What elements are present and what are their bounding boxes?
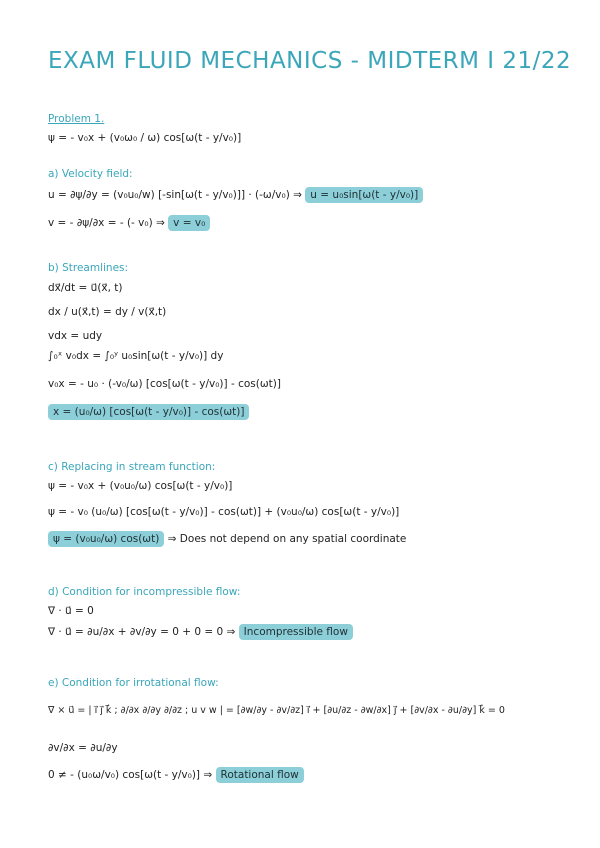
d-result-highlight: Incompressible flow — [239, 624, 353, 640]
section-a-u-derivation — [48, 187, 423, 203]
section-c-heading: c) Replacing in stream function: — [48, 461, 216, 473]
b-step-3: vdx = udy — [48, 330, 103, 342]
c-result-line — [48, 531, 406, 547]
section-d-heading: d) Condition for incompressible flow: — [48, 586, 241, 598]
a-u-result-highlight: u = u₀sin[ω(t - y/v₀)] — [305, 187, 423, 203]
e-curl-expression: ∇ × u⃗ = | i⃗ j⃗ k⃗ ; ∂/∂x ∂/∂y ∂/∂z ; u v w | = [∂w/∂y - ∂v/∂z] i⃗ + [∂u/∂z - ∂w/∂x] j⃗ + [∂v/∂x - ∂u/∂y] k⃗ = 0 — [48, 705, 505, 716]
b-step-1: dx⃗/dt = u⃗(x⃗, t) — [48, 282, 123, 294]
a-u-expression: u = ∂ψ/∂y = (v₀u₀/w) [-sin[ω(t - y/v₀)]] · (-ω/v₀) ⇒ — [48, 189, 302, 201]
e-inequality-expression: 0 ≠ - (u₀ω/v₀) cos[ω(t - y/v₀)] ⇒ — [48, 769, 213, 781]
section-b-heading: b) Streamlines: — [48, 262, 129, 274]
a-v-expression: v = - ∂ψ/∂x = - (- v₀) ⇒ — [48, 217, 165, 229]
b-result-line — [48, 404, 249, 420]
c-result-highlight: ψ = (v₀u₀/ω) cos(ωt) — [48, 531, 164, 547]
d-step-2 — [48, 624, 353, 640]
a-v-result-highlight: v = v₀ — [168, 215, 210, 231]
page-title: EXAM FLUID MECHANICS - MIDTERM I 21/22 — [48, 48, 572, 74]
e-result-highlight: Rotational flow — [216, 767, 304, 783]
stream-function-definition: ψ = - v₀x + (v₀ω₀ / ω) cos[ω(t - y/v₀)] — [48, 132, 242, 144]
b-step-5: v₀x = - u₀ · (-v₀/ω) [cos[ω(t - y/v₀)] - cos(ωt)] — [48, 378, 281, 390]
c-step-2: ψ = - v₀ (u₀/ω) [cos[ω(t - y/v₀)] - cos(ωt)] + (v₀u₀/ω) cos[ω(t - y/v₀)] — [48, 506, 400, 518]
b-step-2: dx / u(x⃗,t) = dy / v(x⃗,t) — [48, 306, 167, 318]
section-a-v-derivation — [48, 215, 210, 231]
problem-heading: Problem 1. — [48, 113, 105, 125]
c-step-1: ψ = - v₀x + (v₀u₀/ω) cos[ω(t - y/v₀)] — [48, 480, 233, 492]
d-step-1: ∇ · u⃗ = 0 — [48, 605, 94, 617]
c-note: ⇒ Does not depend on any spatial coordinate — [167, 533, 407, 545]
d-divergence-expression: ∇ · u⃗ = ∂u/∂x + ∂v/∂y = 0 + 0 = 0 ⇒ — [48, 626, 236, 638]
b-step-4: ∫₀ˣ v₀dx = ∫₀ʸ u₀sin[ω(t - y/v₀)] dy — [48, 350, 224, 362]
e-step-2: ∂v/∂x = ∂u/∂y — [48, 742, 118, 754]
section-e-heading: e) Condition for irrotational flow: — [48, 677, 219, 689]
section-a-heading: a) Velocity field: — [48, 168, 133, 180]
b-result-highlight: x = (u₀/ω) [cos[ω(t - y/v₀)] - cos(ωt)] — [48, 404, 249, 420]
e-step-3 — [48, 767, 304, 783]
